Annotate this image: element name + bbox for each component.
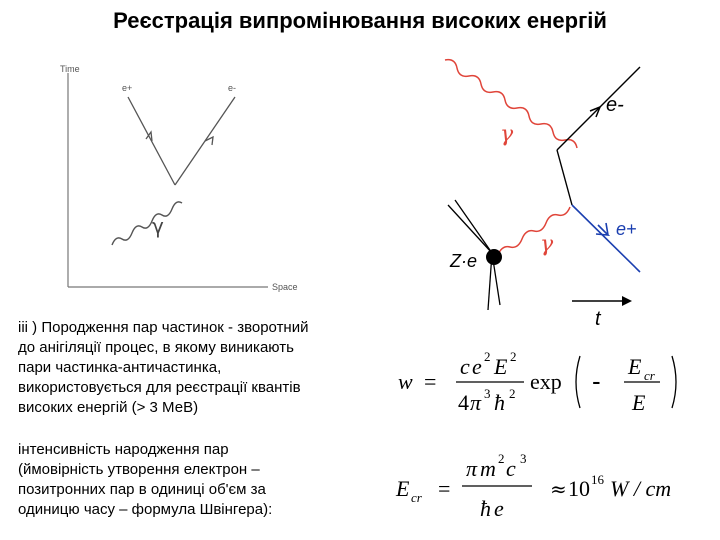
formula-2-approx: ≈: [550, 477, 567, 501]
formula-1-num-c: c: [460, 354, 470, 379]
formula-1-den-hbar-exp: 2: [509, 386, 516, 401]
formula-2-lhs: E: [396, 476, 410, 501]
formula-1-minus: -: [592, 366, 601, 396]
formula-1-num-e-exp: 2: [484, 349, 491, 364]
photon-label: γ: [152, 214, 164, 238]
nucleus-line-in: [448, 205, 492, 253]
formula-1-frac-num-sub: cr: [644, 368, 655, 383]
formula-2-den-hbar: ħ: [480, 496, 491, 521]
page-title: Реєстрація випромінювання високих енергій: [113, 8, 607, 33]
paragraph-intensity: інтенсивність народження пар (ймовірність утворення електрон – позитронних пар в одиниці об'єм за одиницю часу – формула Швінгера):: [18, 441, 273, 518]
photon-2-wavy-line: [498, 207, 570, 255]
formula-2-num-m: m: [480, 456, 496, 481]
formula-1-exp: exp: [530, 369, 562, 394]
formula-2-num-m-exp: 2: [498, 451, 505, 466]
formula-2-num-c-exp: 3: [520, 451, 527, 466]
nucleus-dot: [486, 249, 502, 265]
electron-label: e-: [228, 83, 237, 93]
formula-2-lhs-sub: cr: [411, 490, 422, 505]
formula-1-eq: =: [424, 369, 437, 394]
space-axis-label: Space: [272, 282, 298, 292]
photon-wavy-line: [112, 202, 182, 245]
formula-1-den-pi: π: [470, 390, 482, 415]
critical-field-formula: [392, 446, 707, 536]
paragraph-pair-production: iii ) Породження пар частинок - зворотний до анігіляції процес, в якому виникають пари частинка-античастинка, використовується для реєстрації квантів високих енергій (> 3 МеВ): [18, 319, 309, 416]
formula-1-den-4: 4: [458, 390, 469, 415]
formula-2-ten-exp: 16: [591, 472, 604, 487]
formula-2-num-pi: π: [466, 456, 478, 481]
nucleus-label: Z·e: [450, 251, 477, 271]
positron-label: e+: [122, 83, 133, 93]
nucleus-line-in-2: [455, 200, 492, 253]
formula-1-frac-num: E: [628, 354, 642, 379]
pair-production-nucleus-diagram: [400, 55, 700, 330]
formula-1-frac-den: E: [632, 390, 646, 415]
formula-1-den-hbar: ħ: [494, 390, 505, 415]
formula-2-unit: W / cm: [610, 476, 672, 501]
formula-1-right-paren: [672, 356, 676, 408]
time-axis-label: Time: [60, 64, 80, 74]
internal-line: [557, 150, 572, 205]
formula-2-num-c: c: [506, 456, 516, 481]
formula-2-den-e: e: [494, 496, 504, 521]
time-label: t: [595, 308, 601, 330]
photon-1-label: γ: [500, 122, 514, 147]
photon-2-label: γ: [540, 232, 554, 257]
formula-1-num-E: E: [494, 354, 508, 379]
electron-label: e-: [606, 94, 624, 116]
schwinger-formula: [392, 336, 707, 426]
pair-production-spacetime-diagram: [40, 55, 320, 300]
formula-1-den-pi-exp: 3: [484, 386, 491, 401]
time-arrow-head-icon: [622, 296, 632, 306]
formula-1-num-E-exp: 2: [510, 349, 517, 364]
formula-1-left-paren: [576, 356, 580, 408]
formula-1-num-e: e: [472, 354, 482, 379]
positron-arrow-icon: [596, 223, 608, 235]
formula-2-eq: =: [438, 476, 451, 501]
formula-2-ten: 10: [568, 476, 590, 501]
positron-label: e+: [616, 219, 637, 239]
electron-line: [557, 67, 640, 150]
formula-1-lhs: w: [398, 369, 413, 394]
